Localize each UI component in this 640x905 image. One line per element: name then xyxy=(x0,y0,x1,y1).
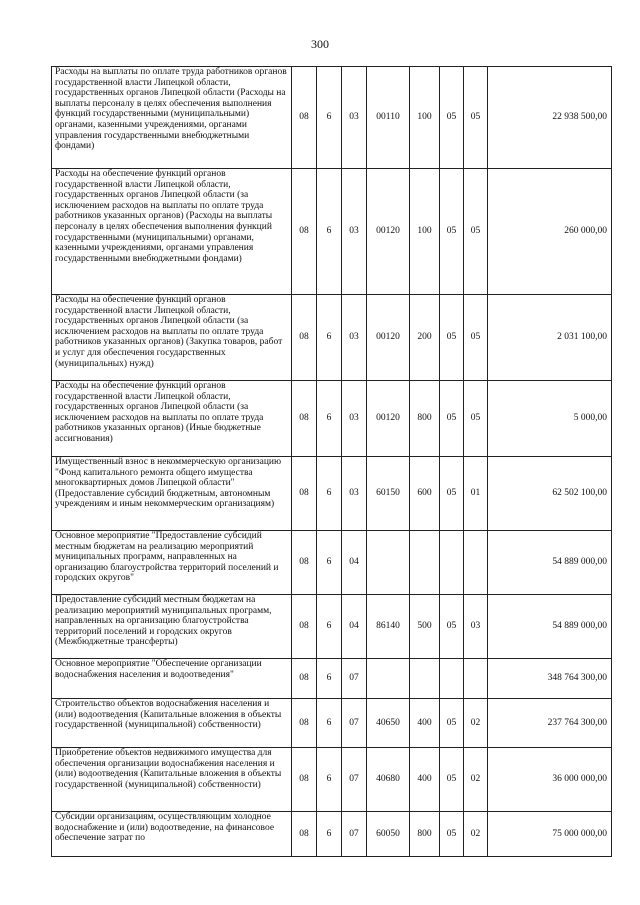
expense-type-code: 800 xyxy=(410,812,440,857)
main-activity-code: 03 xyxy=(342,457,367,531)
section-code: 05 xyxy=(440,295,464,381)
program-code: 08 xyxy=(292,295,317,381)
table-row xyxy=(52,812,612,857)
expense-type-code: 200 xyxy=(410,295,440,381)
section-code: 05 xyxy=(440,457,464,531)
row-amount: 260 000,00 xyxy=(488,169,612,295)
row-amount: 54 889 000,00 xyxy=(488,595,612,659)
subprogram-code: 6 xyxy=(317,595,342,659)
subprogram-code: 6 xyxy=(317,531,342,595)
main-activity-code: 07 xyxy=(342,699,367,748)
row-description: Предоставление субсидий местным бюджетам на реализацию мероприятий муниципальных программ, направленных на организацию благоустройства территорий поселений и городских округов (Межбюджетные трансферты) xyxy=(52,595,292,659)
table-row xyxy=(52,699,612,748)
program-code: 08 xyxy=(292,659,317,699)
main-activity-code: 07 xyxy=(342,812,367,857)
section-code: 05 xyxy=(440,595,464,659)
expense-type-code: 500 xyxy=(410,595,440,659)
row-amount: 22 938 500,00 xyxy=(488,67,612,169)
table-row xyxy=(52,748,612,812)
subsection-code: 02 xyxy=(464,699,488,748)
table-row xyxy=(52,659,612,699)
program-code: 08 xyxy=(292,457,317,531)
subsection-code xyxy=(464,531,488,595)
row-amount: 2 031 100,00 xyxy=(488,295,612,381)
direction-code: 40680 xyxy=(367,748,410,812)
row-description: Основное мероприятие "Предоставление субсидий местным бюджетам на реализацию мероприятий муниципальных программ, направленных на организацию благоустройства территорий поселений и городских округов" xyxy=(52,531,292,595)
subprogram-code: 6 xyxy=(317,67,342,169)
main-activity-code: 07 xyxy=(342,748,367,812)
direction-code xyxy=(367,659,410,699)
direction-code: 00120 xyxy=(367,381,410,457)
direction-code: 00120 xyxy=(367,295,410,381)
direction-code: 60050 xyxy=(367,812,410,857)
row-description: Основное мероприятие "Обеспечение организации водоснабжения населения и водоотведения" xyxy=(52,659,292,699)
subsection-code: 05 xyxy=(464,381,488,457)
table-row xyxy=(52,531,612,595)
row-amount: 75 000 000,00 xyxy=(488,812,612,857)
expense-type-code: 100 xyxy=(410,169,440,295)
section-code xyxy=(440,531,464,595)
subprogram-code: 6 xyxy=(317,699,342,748)
row-amount: 54 889 000,00 xyxy=(488,531,612,595)
row-description: Строительство объектов водоснабжения населения и (или) водоотведения (Капитальные вложения в объекты государственной (муниципальной) собственности) xyxy=(52,699,292,748)
section-code: 05 xyxy=(440,381,464,457)
program-code: 08 xyxy=(292,67,317,169)
table-row xyxy=(52,67,612,169)
subsection-code: 03 xyxy=(464,595,488,659)
expense-type-code: 400 xyxy=(410,748,440,812)
subprogram-code: 6 xyxy=(317,381,342,457)
subprogram-code: 6 xyxy=(317,457,342,531)
table-row xyxy=(52,457,612,531)
subsection-code: 05 xyxy=(464,67,488,169)
row-description: Расходы на выплаты по оплате труда работников органов государственной власти Липецкой области, государственных органов Липецкой области (Расходы на выплаты персоналу в целях обеспечения выполнения функций государственными (муниципальными) органами, казенными учреждениями, органами управления государственными внебюджетными фондами) xyxy=(52,67,292,169)
section-code xyxy=(440,659,464,699)
main-activity-code: 07 xyxy=(342,659,367,699)
subprogram-code: 6 xyxy=(317,812,342,857)
table-row xyxy=(52,295,612,381)
program-code: 08 xyxy=(292,381,317,457)
table-row xyxy=(52,381,612,457)
expense-type-code: 400 xyxy=(410,699,440,748)
row-amount: 5 000,00 xyxy=(488,381,612,457)
direction-code: 40650 xyxy=(367,699,410,748)
section-code: 05 xyxy=(440,699,464,748)
row-description: Расходы на обеспечение функций органов государственной власти Липецкой области, государственных органов Липецкой области (за исключением расходов на выплаты по оплате труда работников указанных органов) (Иные бюджетные ассигнования) xyxy=(52,381,292,457)
expense-type-code xyxy=(410,531,440,595)
main-activity-code: 04 xyxy=(342,595,367,659)
expense-type-code: 100 xyxy=(410,67,440,169)
row-description: Расходы на обеспечение функций органов государственной власти Липецкой области, государственных органов Липецкой области (за исключением расходов на выплаты по оплате труда работников указанных органов) (Расходы на выплаты персоналу в целях обеспечения выполнения функций государственными (муниципальными) органами, казенными учреждениями, органами управления государственными внебюджетными фондами) xyxy=(52,169,292,295)
main-activity-code: 03 xyxy=(342,295,367,381)
table-row xyxy=(52,169,612,295)
row-amount: 62 502 100,00 xyxy=(488,457,612,531)
row-description: Субсидии организациям, осуществляющим холодное водоснабжение и (или) водоотведение, на финансовое обеспечение затрат по xyxy=(52,812,292,857)
subsection-code: 02 xyxy=(464,748,488,812)
budget-table-body xyxy=(52,67,612,857)
direction-code xyxy=(367,531,410,595)
program-code: 08 xyxy=(292,748,317,812)
subsection-code: 02 xyxy=(464,812,488,857)
table-row xyxy=(52,595,612,659)
budget-table xyxy=(51,66,612,857)
subprogram-code: 6 xyxy=(317,748,342,812)
subprogram-code: 6 xyxy=(317,659,342,699)
main-activity-code: 03 xyxy=(342,169,367,295)
subsection-code: 05 xyxy=(464,295,488,381)
subprogram-code: 6 xyxy=(317,295,342,381)
program-code: 08 xyxy=(292,699,317,748)
direction-code: 60150 xyxy=(367,457,410,531)
program-code: 08 xyxy=(292,812,317,857)
subsection-code: 01 xyxy=(464,457,488,531)
expense-type-code: 800 xyxy=(410,381,440,457)
expense-type-code xyxy=(410,659,440,699)
section-code: 05 xyxy=(440,812,464,857)
row-description: Приобретение объектов недвижимого имущества для обеспечения организации водоснабжения населения и (или) водоотведения (Капитальные вложения в объекты государственной (муниципальной) собственности) xyxy=(52,748,292,812)
page-number: 300 xyxy=(311,37,329,51)
subsection-code: 05 xyxy=(464,169,488,295)
section-code: 05 xyxy=(440,67,464,169)
program-code: 08 xyxy=(292,169,317,295)
program-code: 08 xyxy=(292,595,317,659)
main-activity-code: 04 xyxy=(342,531,367,595)
section-code: 05 xyxy=(440,748,464,812)
row-amount: 237 764 300,00 xyxy=(488,699,612,748)
row-description: Расходы на обеспечение функций органов государственной власти Липецкой области, государственных органов Липецкой области (за исключением расходов на выплаты по оплате труда работников указанных органов) (Закупка товаров, работ и услуг для обеспечения государственных (муниципальных) нужд) xyxy=(52,295,292,381)
row-amount: 36 000 000,00 xyxy=(488,748,612,812)
direction-code: 00120 xyxy=(367,169,410,295)
subsection-code xyxy=(464,659,488,699)
row-amount: 348 764 300,00 xyxy=(488,659,612,699)
direction-code: 86140 xyxy=(367,595,410,659)
direction-code: 00110 xyxy=(367,67,410,169)
main-activity-code: 03 xyxy=(342,67,367,169)
program-code: 08 xyxy=(292,531,317,595)
main-activity-code: 03 xyxy=(342,381,367,457)
expense-type-code: 600 xyxy=(410,457,440,531)
subprogram-code: 6 xyxy=(317,169,342,295)
row-description: Имущественный взнос в некоммерческую организацию "Фонд капитального ремонта общего имущества многоквартирных домов Липецкой области" (Предоставление субсидий бюджетным, автономным учреждениям и иным некоммерческим организациям) xyxy=(52,457,292,531)
section-code: 05 xyxy=(440,169,464,295)
